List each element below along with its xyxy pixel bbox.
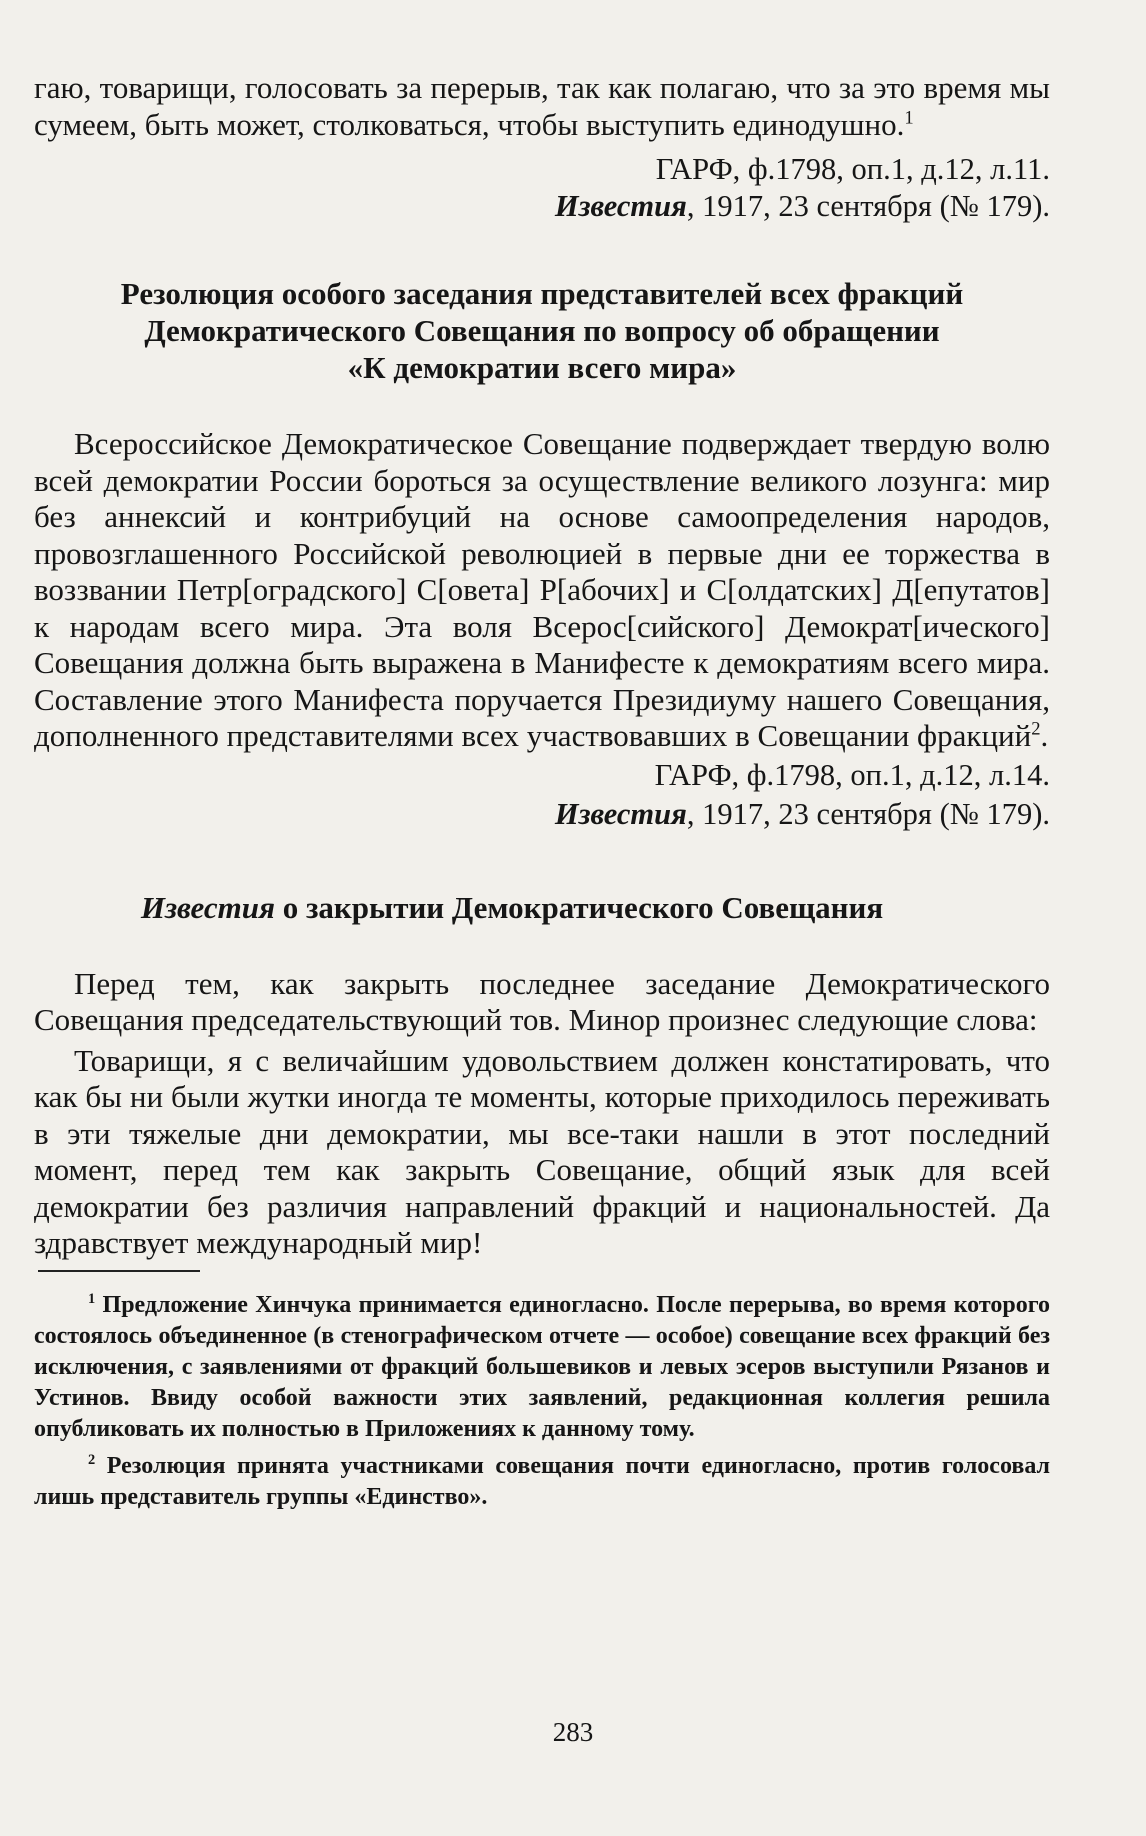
footnote-2: $^2$ Резолюция принята участниками совещания почти единогласно, против голосовал лишь представитель группы «Единство». xyxy=(34,1451,1050,1510)
closing-paragraph-1: Перед тем, как закрыть последнее заседание Демократического Совещания председательствующий тов. Минор произнес следующие слова: xyxy=(34,965,1050,1037)
archive-citation-1: ГАРФ, ф.1798, оп.1, д.12, л.11. xyxy=(655,152,1050,186)
resolution-text: Всероссийское Демократическое Совещание подверждает твердую волю всей демократии России бороться за осуществление великого лозунга: мир без аннексий и контрибуций на основе самоопределения народов, провозглашенного Российской революцией в первые дни ее торжества в воззвании Петр[оградского] С[овета] Р[абочих] и С[олдатских] Д[епутатов] к народам всего мира. Эта воля Всерос[сийского] Демократ[ического] Совещания должна быть выражена в Манифесте к демократиям всего мира. Составление этого Манифеста поручается Президиуму нашего Совещания, дополненного представителями всех участвовавших в Совещании фракций$^2$. xyxy=(34,426,1050,753)
closing-heading: Известия о закрытии Демократического Совещания xyxy=(140,889,884,925)
closing-heading-newspaper: Известия xyxy=(140,889,275,925)
resolution-title-line-2: Демократического Совещания по вопросу об обращении xyxy=(144,313,940,348)
newspaper-citation-1: Известия, 1917, 23 сентября (№ 179). xyxy=(554,189,1050,223)
footnote-1-mark: 1 xyxy=(88,1290,96,1307)
closing-paragraph-2: Товарищи, я с величайшим удовольствием должен констатировать, что как бы ни были жутки иногда те моменты, которые приходилось переживать в эти тяжелые дни демократии, мы все-таки нашли в этот последний момент, перед тем как закрыть Совещание, общий язык для всей демократии без различия направлений фракций и национальностей. Да здравствует международный мир! xyxy=(34,1042,1050,1260)
newspaper-citation-2: Известия, 1917, 23 сентября (№ 179). xyxy=(554,796,1050,831)
newspaper-title: Известия xyxy=(554,796,687,831)
footnote-1: $^1$ Предложение Хинчука принимается единогласно. После перерыва, во время которого состоялось объединенное (в стенографическом отчете — особое) совещание всех фракций без исключения, с заявлениями от фракций большевиков и левых эсеров выступили Рязанов и Устинов. Ввиду особой важности этих заявлений, редакционная коллегия решила опубликовать их полностью в Приложениях к данному тому. xyxy=(34,1290,1050,1442)
page-number: 283 xyxy=(552,1717,594,1747)
resolution-title-line-3: «К демократии всего мира» xyxy=(347,350,737,385)
resolution-heading xyxy=(34,275,1050,386)
footnote-2-mark: 2 xyxy=(88,1451,96,1468)
resolution-title-line-1: Резолюция особого заседания представителей всех фракций xyxy=(120,276,964,311)
intro-paragraph: гаю, товарищи, голосовать за перерыв, так как полагаю, что за это время мы сумеем, быть может, столковаться, чтобы выступить единодушно.$^1$ xyxy=(34,70,1050,142)
page-body xyxy=(34,70,1050,1513)
archive-citation-2: ГАРФ, ф.1798, оп.1, д.12, л.14. xyxy=(654,757,1050,792)
footnote-mark-2: 2 xyxy=(1031,718,1041,740)
newspaper-title: Известия xyxy=(554,189,687,223)
footnote-mark-1: 1 xyxy=(904,107,914,129)
